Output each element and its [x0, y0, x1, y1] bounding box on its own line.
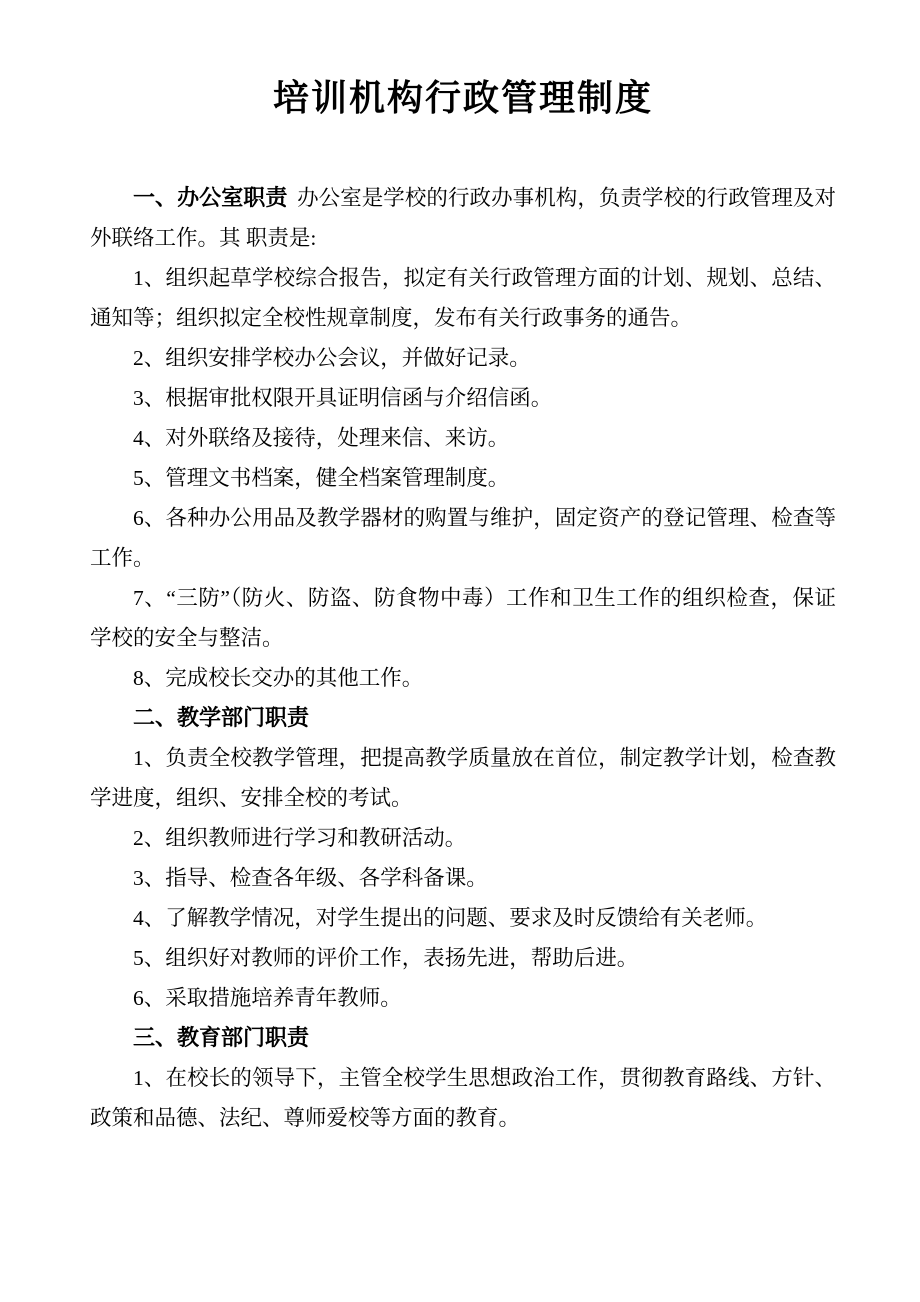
section-2-item-5: 5、组织好对教师的评价工作，表扬先进，帮助后进。 [133, 946, 639, 970]
section-2-item-1: 1、负责全校教学管理，把提高教学质量放在首位，制定教学计划，检查教学进度，组织、安排全校的考试。 [90, 746, 836, 810]
section-1-heading: 一、办公室职责 [133, 185, 288, 210]
section-1-intro-text: 办公室是学校的行政办事机构，负责学校的行政管理及对外联络工作。其 职责是: [90, 186, 836, 250]
section-1-item-7: 7、“三防”（防火、防盗、防食物中毒）工作和卫生工作的组织检查，保证学校的安全与整洁。 [90, 586, 836, 650]
section-3-item-1: 1、在校长的领导下，主管全校学生思想政治工作，贯彻教育路线、方针、政策和品德、法纪、尊师爱校等方面的教育。 [90, 1066, 836, 1130]
section-2-heading-paragraph [90, 698, 836, 738]
section-2-heading: 二、教学部门职责 [133, 705, 310, 730]
section-1-item-8: 8、完成校长交办的其他工作。 [133, 666, 424, 690]
section-2-item-3: 3、指导、检查各年级、各学科备课。 [133, 866, 488, 890]
section-1-item-2: 2、组织安排学校办公会议，并做好记录。 [133, 346, 531, 370]
section-2-item-6: 6、采取措施培养青年教师。 [133, 986, 402, 1010]
document-title: 培训机构行政管理制度 [272, 77, 653, 118]
section-3-heading: 三、教育部门职责 [133, 1025, 310, 1050]
section-1-item-1: 1、组织起草学校综合报告，拟定有关行政管理方面的计划、规划、总结、通知等；组织拟定全校性规章制度，发布有关行政事务的通告。 [90, 266, 836, 330]
section-3-heading-paragraph [90, 1018, 836, 1058]
section-1-item-6: 6、各种办公用品及教学器材的购置与维护，固定资产的登记管理、检查等工作。 [90, 506, 836, 570]
section-1-intro-paragraph [90, 178, 836, 258]
section-2-item-4: 4、了解教学情况，对学生提出的问题、要求及时反馈给有关老师。 [133, 906, 768, 930]
section-1-item-3: 3、根据审批权限开具证明信函与介绍信函。 [133, 386, 553, 410]
section-1-item-4: 4、对外联络及接待，处理来信、来访。 [133, 426, 510, 450]
section-2-item-2: 2、组织教师进行学习和教研活动。 [133, 826, 467, 850]
section-1-item-5: 5、管理文书档案，健全档案管理制度。 [133, 466, 510, 490]
